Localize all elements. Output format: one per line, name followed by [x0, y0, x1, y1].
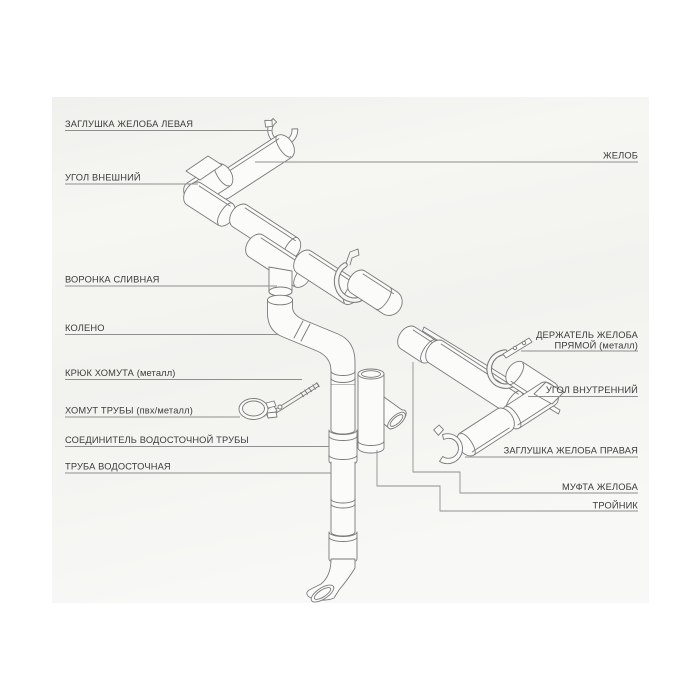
label-inner-corner: УГОЛ ВНУТРЕННИЙ	[545, 385, 638, 395]
label-elbow: КОЛЕНО	[65, 323, 105, 333]
label-bracket-metal-1: ДЕРЖАТЕЛЬ ЖЕЛОБА	[536, 330, 638, 340]
label-gutter-coupling: МУФТА ЖЕЛОБА	[561, 482, 638, 492]
label-downpipe-connector: СОЕДИНИТЕЛЬ ВОДОСТОЧНОЙ ТРУБЫ	[65, 435, 249, 445]
label-drain-funnel: ВОРОНКА СЛИВНАЯ	[65, 274, 160, 285]
label-downpipe: ТРУБА ВОДОСТОЧНАЯ	[65, 461, 171, 472]
label-gutter: ЖЕЛОБ	[603, 150, 638, 161]
label-right-end-cap: ЗАГЛУШКА ЖЕЛОБА ПРАВАЯ	[503, 445, 638, 456]
label-clamp-hook: КРЮК ХОМУТА (металл)	[65, 368, 176, 378]
label-left-end-cap: ЗАГЛУШКА ЖЕЛОБА ЛЕВАЯ	[65, 119, 194, 129]
label-outer-corner: УГОЛ ВНЕШНИЙ	[65, 172, 141, 183]
label-pipe-clamp: ХОМУТ ТРУБЫ (пвх/металл)	[65, 405, 193, 416]
label-tee: ТРОЙНИК	[592, 500, 638, 511]
part-downpipe-connector	[329, 430, 357, 466]
label-bracket-metal-2: ПРЯМОЙ (металл)	[554, 340, 638, 351]
